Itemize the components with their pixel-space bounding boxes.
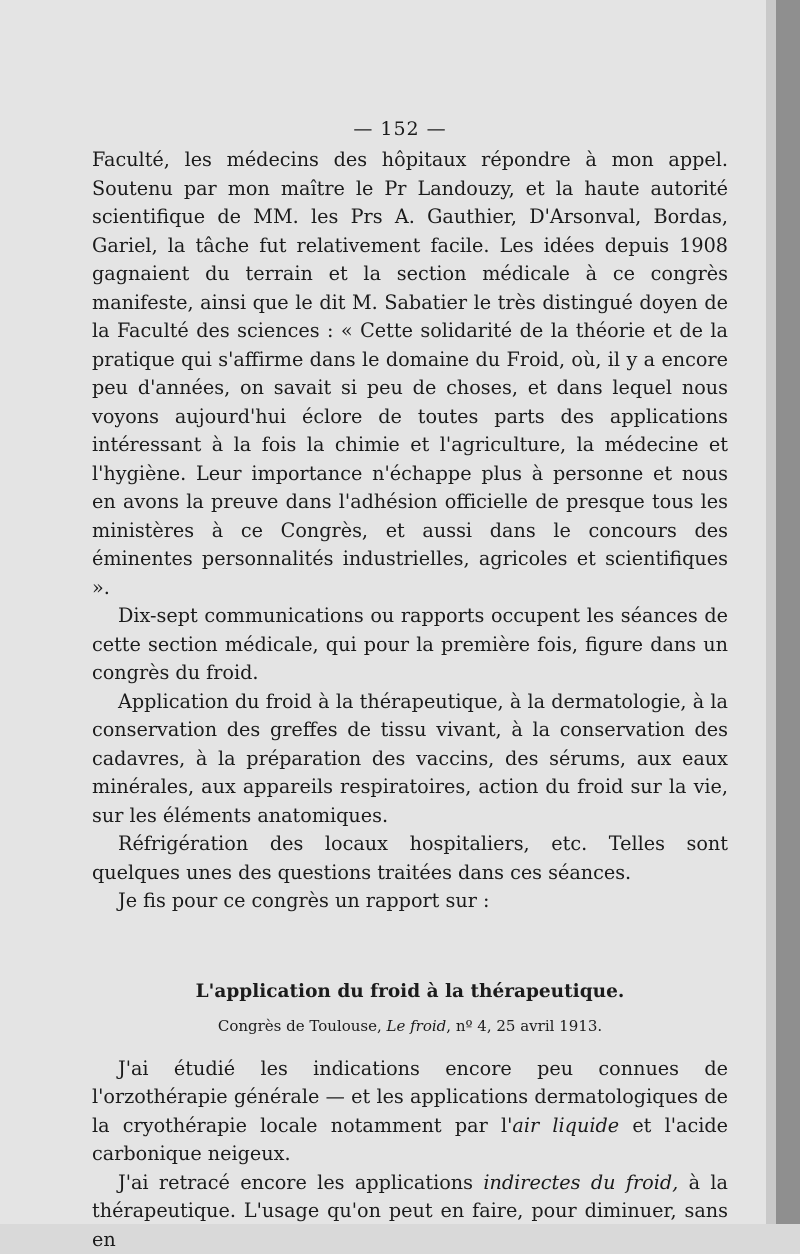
- paragraph-5: Je fis pour ce congrès un rapport sur :: [92, 887, 728, 916]
- paragraph-2: Dix-sept communications ou rapports occupent les séances de cette section médicale, qui pour la première fois, figure dans un congrès du froid.: [92, 602, 728, 688]
- page-number: — 152 —: [0, 118, 800, 140]
- citation: [92, 1012, 728, 1041]
- paragraph-7: [92, 1169, 728, 1254]
- citation-suffix: , nº 4, 25 avril 1913.: [446, 1017, 602, 1035]
- paragraph-1: Faculté, les médecins des hôpitaux répondre à mon appel. Soutenu par mon maître le Pr Landouzy, et la haute autorité scientifique de MM. les Prs A. Gauthier, D'Arsonval, Bordas, Gariel, la tâche fut relativement facile. Les idées depuis 1908 gagnaient du terrain et la section médicale à ce congrès manifeste, ainsi que le dit M. Sabatier le très distingué doyen de la Faculté des sciences : « Cette solidarité de la théorie et de la pratique qui s'affirme dans le domaine du Froid, où, il y a encore peu d'années, on savait si peu de choses, et dans lequel nous voyons aujourd'hui éclore de toutes parts des applications intéressant à la fois la chimie et l'agriculture, la médecine et l'hygiène. Leur importance n'échappe plus à personne et nous en avons la preuve dans l'adhésion officielle de presque tous les ministères à ce Congrès, et aussi dans le concours des éminentes personnalités industrielles, agricoles et scientifiques ».: [92, 146, 728, 602]
- citation-journal: Le froid: [387, 1017, 447, 1035]
- paragraph-6-italic: air liquide: [512, 1114, 619, 1137]
- paragraph-7-end: à la thérapeutique. L'usage qu'on peut en faire, pour diminuer, sans en: [92, 1171, 728, 1251]
- paragraph-7-italic: indirectes du froid,: [483, 1171, 678, 1194]
- paragraph-6-text: J'ai étudié les indications encore peu connues de l'orzothérapie générale — et les applications dermatologiques de la cryothérapie locale notamment par l': [92, 1057, 728, 1137]
- page-edge-shadow: [766, 0, 776, 1224]
- page-body: [92, 146, 728, 1254]
- paragraph-4: Réfrigération des locaux hospitaliers, etc. Telles sont quelques unes des questions traitées dans ces séances.: [92, 830, 728, 887]
- book-spine-edge: [776, 0, 800, 1224]
- paragraph-3: Application du froid à la thérapeutique, à la dermatologie, à la conservation des greffes de tissu vivant, à la conservation des cadavres, à la préparation des vaccins, des sérums, aux eaux minérales, aux appareils respiratoires, action du froid sur la vie, sur les éléments anatomiques.: [92, 688, 728, 831]
- citation-prefix: Congrès de Toulouse,: [218, 1017, 387, 1035]
- paragraph-6-end: et l'acide carbonique neigeux.: [92, 1114, 728, 1166]
- section-heading: L'application du froid à la thérapeutique.: [92, 978, 728, 1007]
- paragraph-6: [92, 1055, 728, 1169]
- paragraph-7-text: J'ai retracé encore les applications: [118, 1171, 483, 1194]
